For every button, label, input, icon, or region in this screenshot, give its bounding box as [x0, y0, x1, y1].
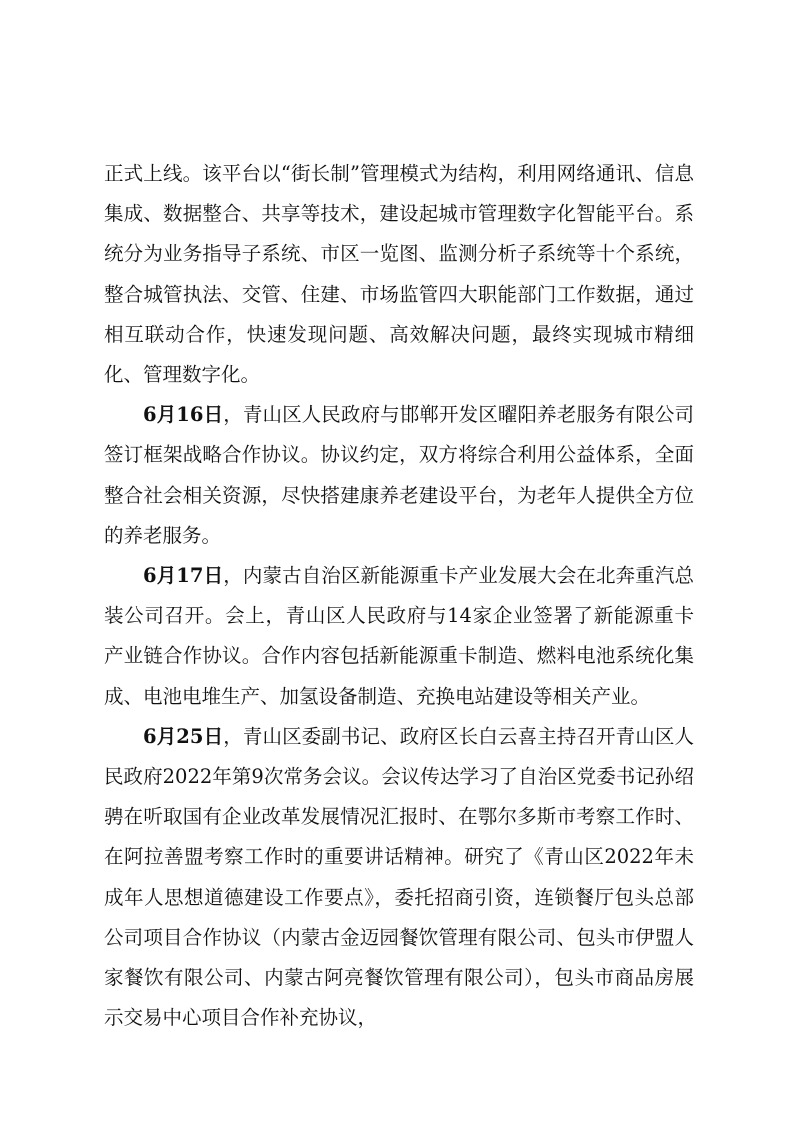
paragraph-text: 正式上线。该平台以“街长制”管理模式为结构，利用网络通讯、信息集成、数据整合、共享等技术，建设起城市管理数字化智能平台。系统分为业务指导子系统、市区一览图、监测分析子系统等十个系统，整合城管执法、交管、住建、市场监管四大职能部门工作数据，通过相互联动合作，快速发现问题、高效解决问题，最终实现城市精细化、管理数字化。	[104, 162, 694, 387]
paragraph-text: ，青山区委副书记、政府区长白云喜主持召开青山区人民政府2022年第9次常务会议。会议传达学习了自治区党委书记孙绍骋在听取国有企业改革发展情况汇报时、在鄂尔多斯市考察工作时、在阿拉善盟考察工作时的重要讲话精神。研究了《青山区2022年未成年人思想道德建设工作要点》，委托招商引资，连锁餐厅包头总部公司项目合作协议（内蒙古金迈园餐饮管理有限公司、包头市伊盟人家餐饮有限公司、内蒙古阿亮餐饮管理有限公司），包头市商品房展示交易中心项目合作补充协议，	[104, 724, 694, 1030]
paragraph-text: ，青山区人民政府与邯郸开发区曜阳养老服务有限公司签订框架战略合作协议。协议约定，双方将综合利用公益体系，全面整合社会相关资源，尽快搭建康养老建设平台，为老年人提供全方位的养老服务。	[104, 403, 694, 547]
document-body	[104, 154, 694, 1038]
paragraph-entry-june-25	[104, 717, 694, 1039]
entry-date: 6月25日	[143, 724, 224, 748]
entry-date: 6月16日	[143, 403, 224, 427]
paragraph-continuation	[104, 154, 694, 395]
paragraph-entry-june-17	[104, 556, 694, 717]
paragraph-entry-june-16	[104, 395, 694, 556]
paragraph-text: ，内蒙古自治区新能源重卡产业发展大会在北奔重汽总装公司召开。会上，青山区人民政府与14家企业签署了新能源重卡产业链合作协议。合作内容包括新能源重卡制造、燃料电池系统化集成、电池电堆生产、加氢设备制造、充换电站建设等相关产业。	[104, 564, 694, 708]
entry-date: 6月17日	[143, 564, 224, 588]
